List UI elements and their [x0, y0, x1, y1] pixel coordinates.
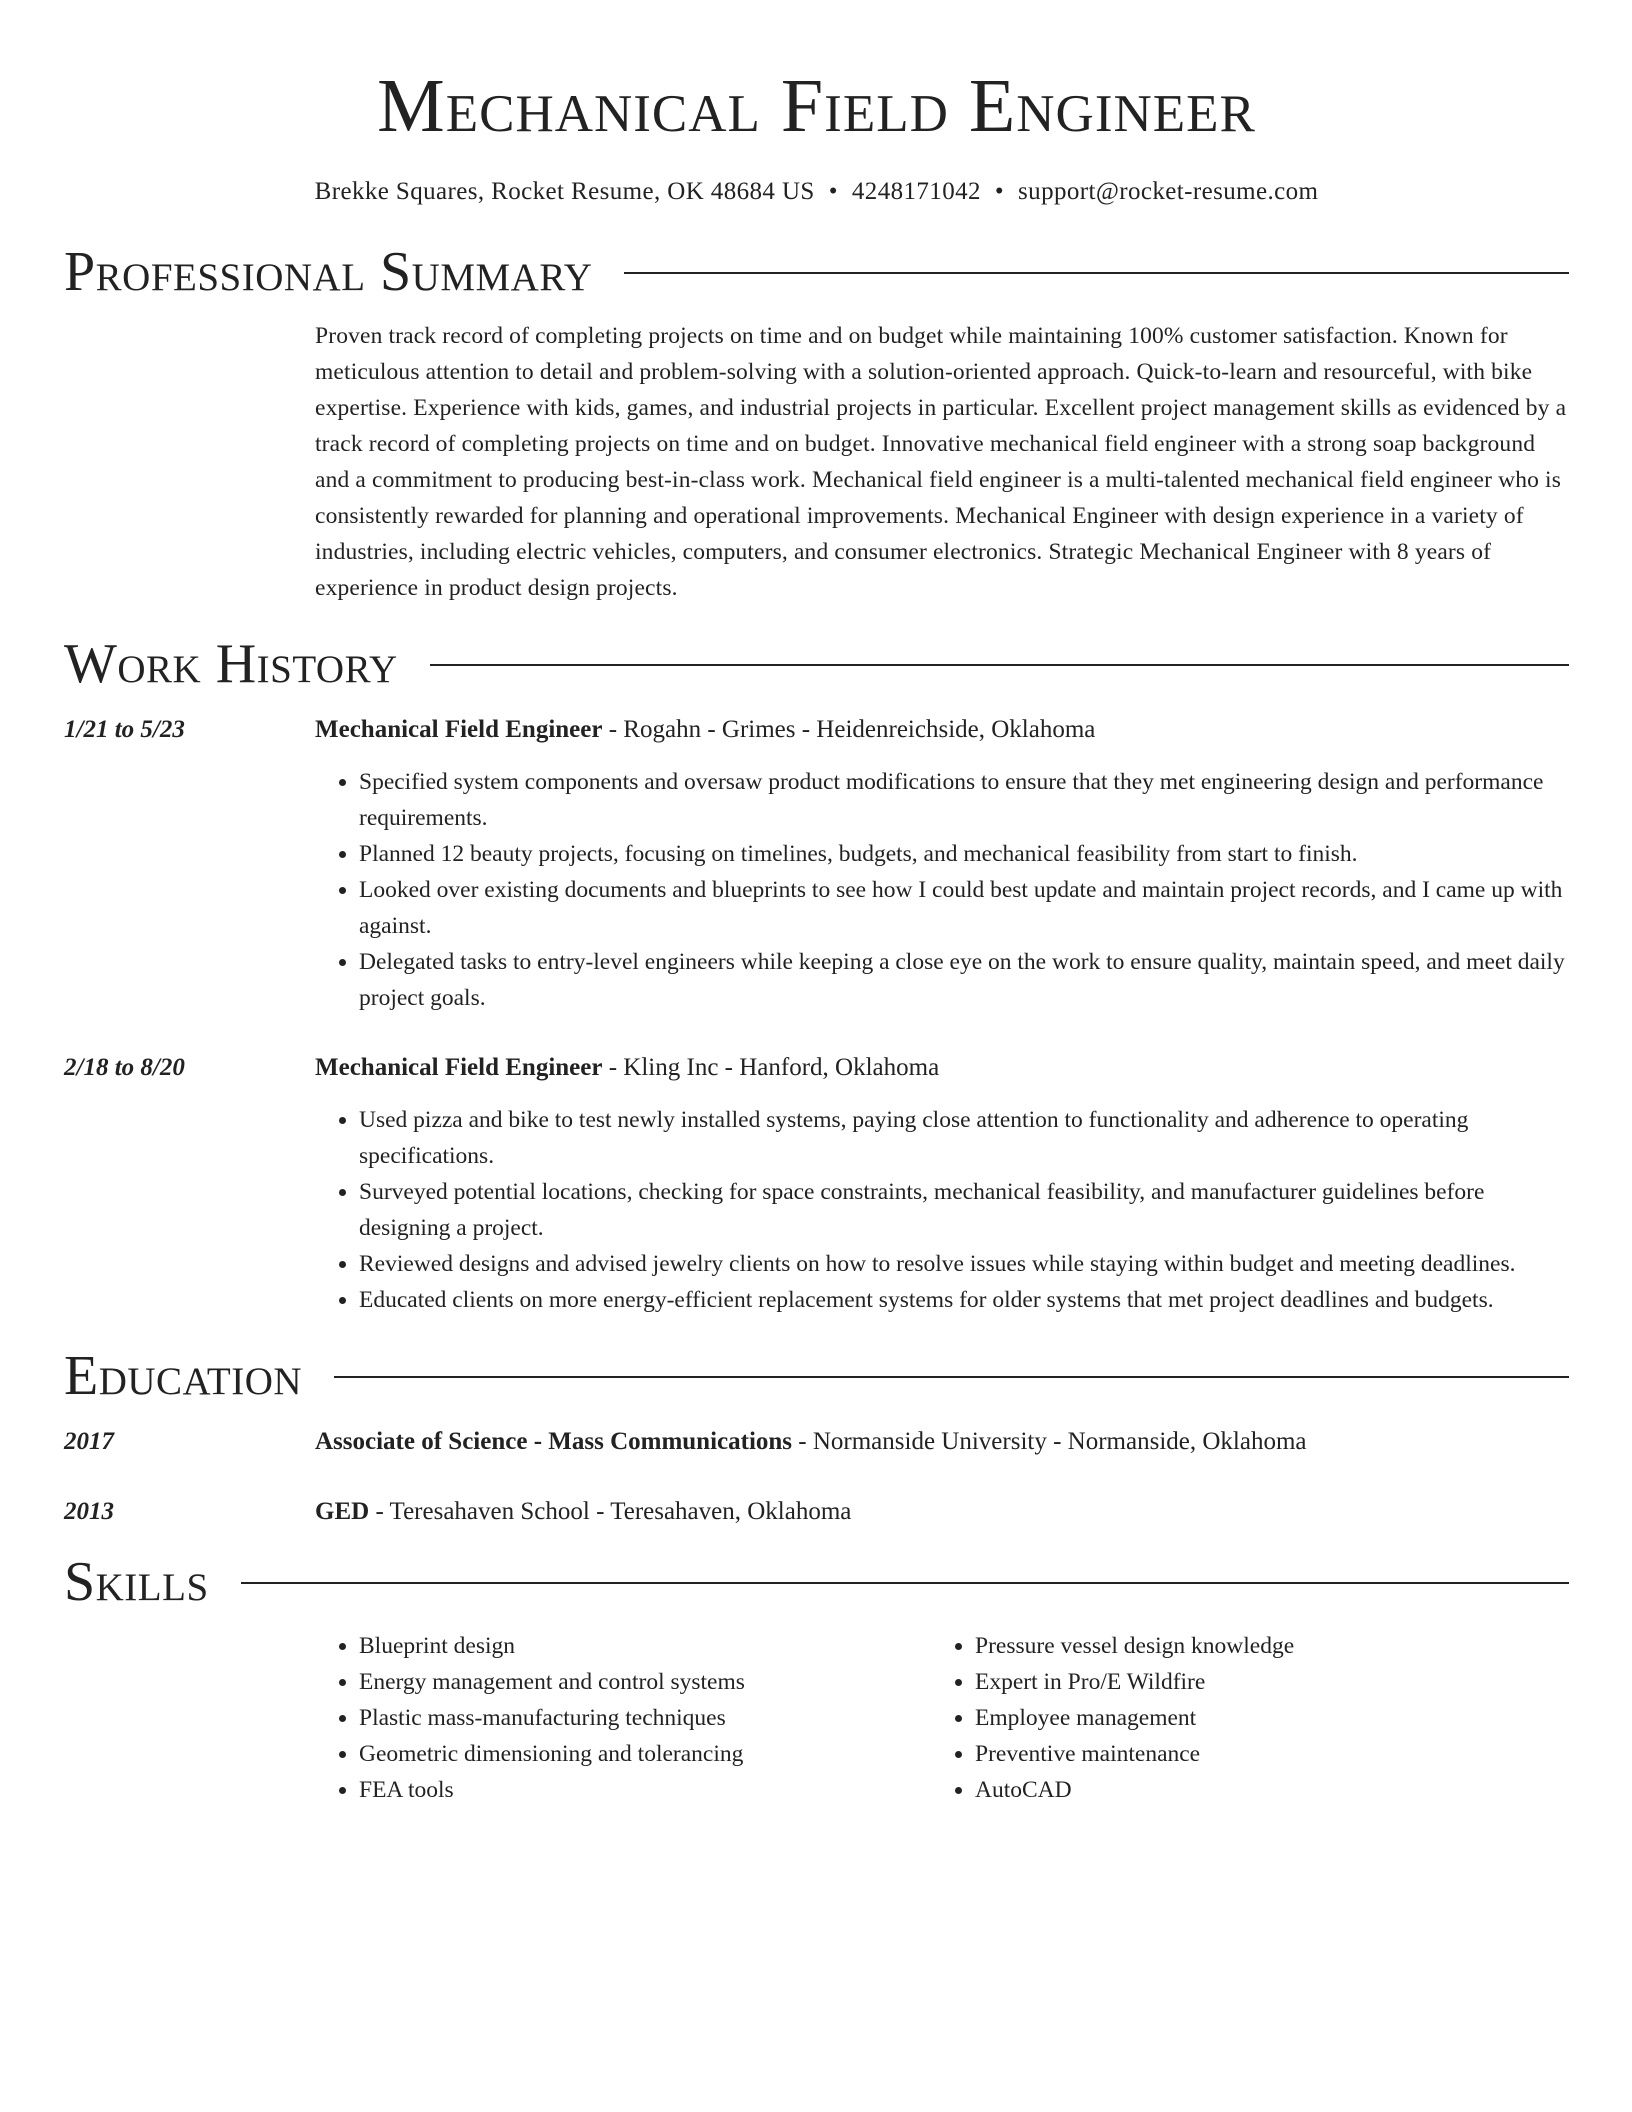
job-bullet: • Educated clients on more energy-efficient replacement systems for older systems that met project deadlines and budgets.: [359, 1282, 1569, 1318]
job-dates: 2/18 to 8/20: [64, 1054, 185, 1081]
job-content: [315, 1050, 1569, 1318]
skills-row: [64, 1614, 1569, 1808]
education-school-location: - Normanside University - Normanside, Oklahoma: [792, 1428, 1307, 1455]
job-bullet: • Specified system components and oversaw product modifications to ensure that they met engineering design and performance requirements.: [359, 764, 1569, 836]
education-heading: [315, 1494, 1569, 1530]
job-bullet: • Reviewed designs and advised jewelry clients on how to resolve issues while staying within budget and meeting deadlines.: [359, 1246, 1569, 1282]
summary-text: Proven track record of completing projects on time and on budget while maintaining 100% customer satisfaction. Known for meticulous attention to detail and problem-solving with a solution-oriented approach. Quick-to-learn and resourceful, with bike expertise. Experience with kids, games, and industrial projects in particular. Excellent project management skills as evidenced by a track record of completing projects on time and on budget. Innovative mechanical field engineer with a strong soap background and a commitment to producing best-in-class work. Mechanical field engineer is a multi-talented mechanical field engineer who is consistently rewarded for planning and operational improvements. Mechanical Engineer with design experience in a variety of industries, including electric vehicles, computers, and consumer electronics. Strategic Mechanical Engineer with 8 years of experience in product design projects.: [315, 323, 1567, 601]
contact-separator: •: [828, 178, 838, 205]
work-section-header: [64, 632, 1569, 696]
education-section-title: Education: [64, 1345, 303, 1407]
section-divider: [334, 1376, 1569, 1378]
skill-item: • Preventive maintenance: [975, 1736, 1547, 1772]
skill-item: • AutoCAD: [975, 1772, 1547, 1808]
summary-section-title: Professional Summary: [64, 241, 593, 303]
education-section-header: [64, 1344, 1569, 1408]
skill-item: • Plastic mass-manufacturing techniques: [359, 1700, 931, 1736]
skill-item: • FEA tools: [359, 1772, 931, 1808]
contact-email: support@rocket-resume.com: [1018, 178, 1319, 205]
job-role: Mechanical Field Engineer: [315, 716, 603, 743]
job-content: [315, 712, 1569, 1016]
resume-name: Mechanical Field Engineer: [377, 64, 1256, 148]
education-degree: Associate of Science - Mass Communications: [315, 1428, 793, 1455]
skills-section-title: Skills: [64, 1551, 209, 1613]
section-divider: [430, 664, 1569, 666]
job-dates: 1/21 to 5/23: [64, 716, 185, 743]
work-section-title: Work History: [64, 633, 398, 695]
job-bullet-list: [315, 764, 1569, 1016]
contact-separator: •: [994, 178, 1005, 205]
education-year: 2013: [64, 1498, 114, 1525]
job-bullet: • Planned 12 beauty projects, focusing on timelines, budgets, and mechanical feasibility from start to finish.: [359, 836, 1569, 872]
summary-row: [64, 318, 1569, 606]
skill-item: • Geometric dimensioning and tolerancing: [359, 1736, 931, 1772]
skill-item: • Expert in Pro/E Wildfire: [975, 1664, 1547, 1700]
education-content: [315, 1494, 1569, 1530]
summary-section-header: [64, 240, 1569, 304]
education-year: 2017: [64, 1428, 114, 1455]
section-divider: [624, 272, 1569, 274]
education-heading: [315, 1424, 1569, 1460]
job-company-location: - Kling Inc - Hanford, Oklahoma: [602, 1054, 940, 1081]
job-bullet: • Delegated tasks to entry-level engineers while keeping a close eye on the work to ensure quality, maintain speed, and meet daily project goals.: [359, 944, 1569, 1016]
skill-item: • Blueprint design: [359, 1628, 931, 1664]
contact-phone: 4248171042: [851, 178, 981, 205]
skill-item: • Pressure vessel design knowledge: [975, 1628, 1547, 1664]
education-entry: [64, 1424, 1569, 1460]
skill-item: • Employee management: [975, 1700, 1547, 1736]
skills-grid: [315, 1628, 1569, 1808]
job-heading: [315, 712, 1569, 748]
job-heading: [315, 1050, 1569, 1086]
job-company-location: - Rogahn - Grimes - Heidenreichside, Oklahoma: [602, 716, 1096, 743]
job-entry: [64, 712, 1569, 1016]
job-bullet: • Used pizza and bike to test newly installed systems, paying close attention to functionality and adherence to operating specifications.: [359, 1102, 1569, 1174]
job-bullet: • Looked over existing documents and blueprints to see how I could best update and maintain project records, and I came up with against.: [359, 872, 1569, 944]
education-degree: GED: [315, 1498, 370, 1525]
section-divider: [241, 1582, 1569, 1584]
job-role: Mechanical Field Engineer: [315, 1054, 603, 1081]
contact-line: [64, 176, 1569, 208]
contact-address: Brekke Squares, Rocket Resume, OK 48684 US: [314, 178, 815, 205]
job-bullet-list: [315, 1102, 1569, 1318]
skills-section-header: [64, 1550, 1569, 1614]
skills-list-left: [315, 1628, 931, 1808]
education-school-location: - Teresahaven School - Teresahaven, Oklahoma: [369, 1498, 852, 1525]
education-entry: [64, 1494, 1569, 1530]
skill-item: • Energy management and control systems: [359, 1664, 931, 1700]
education-content: [315, 1424, 1569, 1460]
job-bullet: • Surveyed potential locations, checking for space constraints, mechanical feasibility, and manufacturer guidelines before designing a project.: [359, 1174, 1569, 1246]
job-entry: [64, 1050, 1569, 1318]
skills-list-right: [931, 1628, 1547, 1808]
